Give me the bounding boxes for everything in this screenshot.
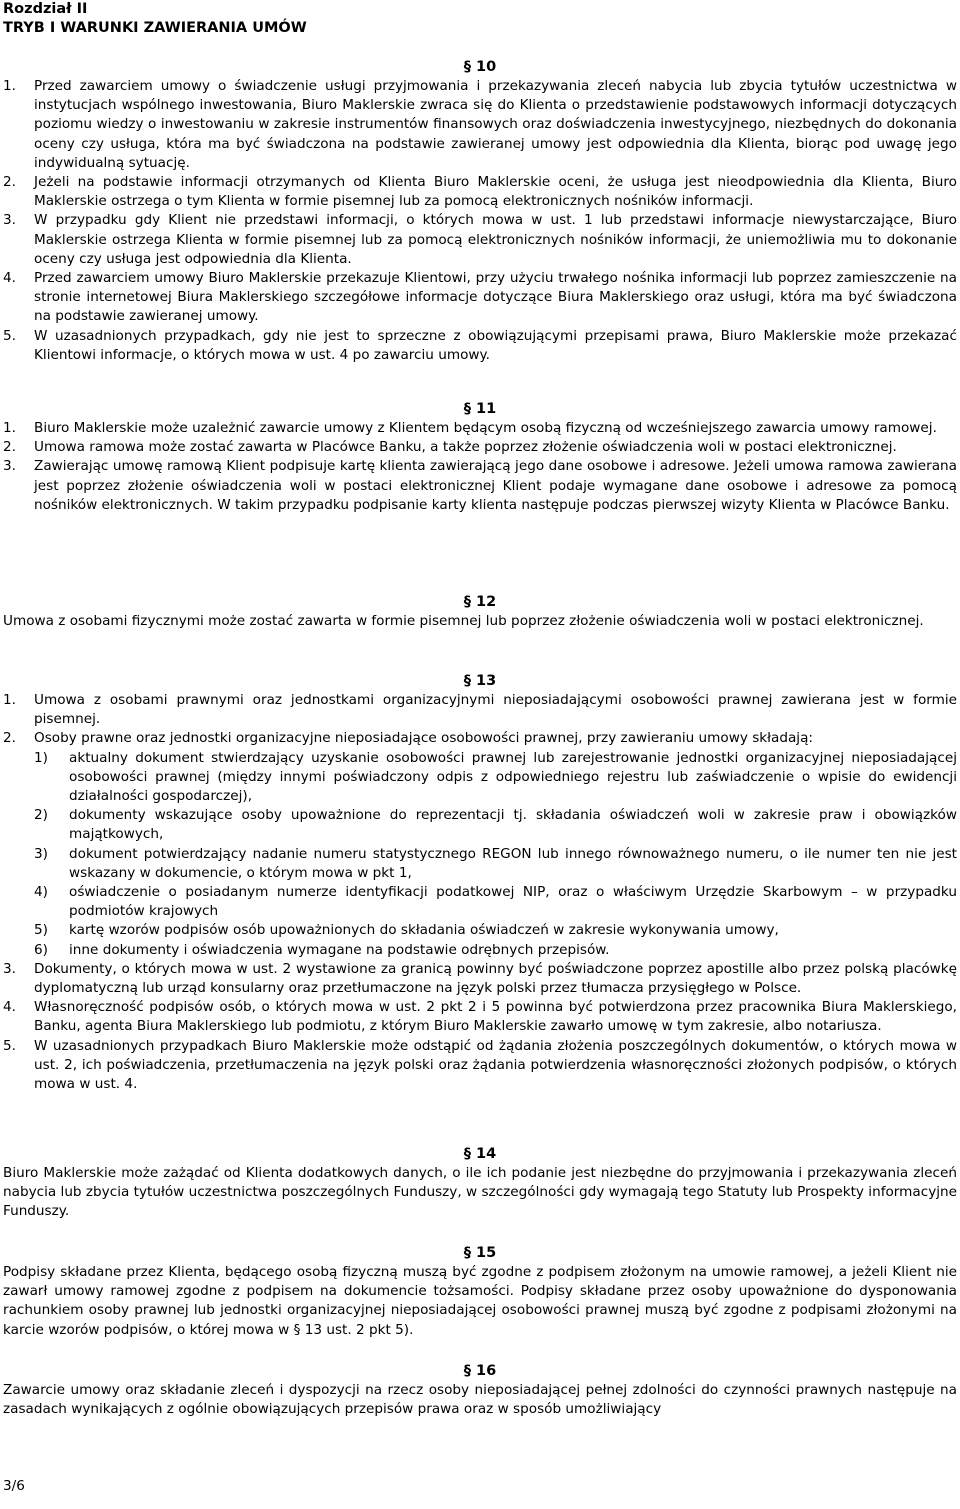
item-text: Własnoręczność podpisów osób, o których mowa w ust. 2 pkt 2 i 5 powinna być potwierdzona przez pracownika Biura Maklerskiego, Banku, agenta Biura Maklerskiego lub podmiotu, z którym Biuro Maklerskie zawarło umowę w tym zakresie, albo notariusza. <box>34 999 957 1035</box>
item-text: Dokumenty, o których mowa w ust. 2 wystawione za granicą powinny być poświadczone poprzez apostille albo przez polską placówkę dyplomatyczną lub urząd konsularny oraz przetłumaczone na język polski przez tłumacza przysięgłego w Polsce. <box>34 960 957 997</box>
section-11-item-1 <box>3 419 957 438</box>
sub-item-4 <box>34 883 957 921</box>
chapter-number: Rozdział II <box>3 1 88 17</box>
sub-item-number: 1) <box>34 749 48 766</box>
section-13-item-2 <box>3 729 957 748</box>
sub-item-text: inne dokumenty i oświadczenia wymagane na podstawie odrębnych przepisów. <box>69 941 610 958</box>
section-10-item-2 <box>3 173 957 211</box>
item-number: 4. <box>3 999 16 1016</box>
item-text: Przed zawarciem umowy o świadczenie usługi przyjmowania i przekazywania zleceń nabycia lub zbycia tytułów uczestnictwa w instytucjach wspólnego inwestowania, Biuro Maklerskie zwraca się do Klienta o przedstawienie podstawowych informacji dotyczących poziomu wiedzy o inwestowaniu w zakresie instrumentów finansowych oraz doświadczenia inwestycyjnego, niezbędnych do dokonania oceny czy usługa, która ma być świadczona na podstawie zawieranej umowy jest odpowiednia dla Klienta, biorąc pod uwagę jego indywidualną sytuację. <box>34 78 957 171</box>
section-11 <box>3 400 957 515</box>
section-16 <box>3 1362 957 1419</box>
sub-item-text: oświadczenie o posiadanym numerze identyfikacji podatkowej NIP, oraz o właściwym Urzędzie Skarbowym – w przypadku podmiotów krajowych <box>69 884 957 920</box>
section-14-title: § 14 <box>463 1146 497 1162</box>
section-13-item-1 <box>3 691 957 729</box>
item-number: 4. <box>3 270 16 287</box>
sub-item-number: 4) <box>34 884 48 901</box>
section-11-item-2 <box>3 438 957 457</box>
item-text: Jeżeli na podstawie informacji otrzymanych od Klienta Biuro Maklerskie oceni, że usługa jest nieodpowiednia dla Klienta, Biuro Maklerskie ostrzega o tym Klienta w formie pisemnej lub za pomocą elektronicznych nośników informacji. <box>34 174 957 210</box>
item-number: 2. <box>3 730 16 747</box>
sub-item-3 <box>34 845 957 883</box>
section-15-text: Podpisy składane przez Klienta, będącego osobą fizyczną muszą być zgodne z podpisem złożonym na umowie ramowej, a jeżeli Klient nie zawarł umowy ramowej zgodne z podpisem na dokumencie tożsamości. Podpisy składane przez osoby upoważnione do dysponowania rachunkiem osoby prawnej lub jednostki organizacyjnej nieposiadającej osobowości prawnej muszą być zgodne z podpisami złożonymi na karcie wzorów podpisów, o której mowa w § 13 ust. 2 pkt 5). <box>3 1264 957 1338</box>
item-text: Umowa z osobami prawnymi oraz jednostkami organizacyjnymi nieposiadającymi osobowości prawnej zawierana jest w formie pisemnej. <box>34 692 957 728</box>
item-text: Biuro Maklerskie może uzależnić zawarcie umowy z Klientem będącym osobą fizyczną od wcześniejszego zawarcia umowy ramowej. <box>34 420 937 436</box>
sub-item-number: 6) <box>34 941 48 958</box>
section-14 <box>3 1145 957 1222</box>
item-text: Osoby prawne oraz jednostki organizacyjne nieposiadające osobowości prawnej, przy zawieraniu umowy składają: <box>34 730 813 747</box>
sub-item-number: 3) <box>34 845 48 862</box>
item-number: 5. <box>3 327 16 344</box>
section-15 <box>3 1244 957 1340</box>
section-13-item-4 <box>3 998 957 1036</box>
section-15-title: § 15 <box>463 1245 497 1261</box>
item-number: 1. <box>3 420 16 436</box>
item-text: W przypadku gdy Klient nie przedstawi informacji, o których mowa w ust. 1 lub przedstawi informacje niewystarczające, Biuro Maklerskie ostrzega Klienta w formie pisemnej lub za pomocą elektronicznych nośników informacji, że uniemożliwia mu to dokonanie oceny czy usługa jest odpowiednia dla Klienta. <box>34 212 957 267</box>
section-13-sublist <box>34 749 957 960</box>
item-number: 3. <box>3 960 16 977</box>
sub-item-text: dokumenty wskazujące osoby upoważnione do reprezentacji tj. składania oświadczeń woli w zakresie praw i obowiązków majątkowych, <box>69 807 957 843</box>
sub-item-number: 2) <box>34 807 48 824</box>
section-11-title: § 11 <box>463 401 497 417</box>
section-13-title: § 13 <box>463 673 497 689</box>
item-number: 2. <box>3 439 16 456</box>
item-number: 5. <box>3 1037 16 1054</box>
section-10-item-4 <box>3 269 957 327</box>
section-13-item-3 <box>3 960 957 998</box>
chapter-title: TRYB I WARUNKI ZAWIERANIA UMÓW <box>3 20 307 36</box>
section-10-item-3 <box>3 211 957 269</box>
sub-item-text: dokument potwierdzający nadanie numeru statystycznego REGON lub innego równoważnego numeru, o ile numer ten nie jest wskazany w dokumencie, o którym mowa w pkt 1, <box>69 845 957 881</box>
section-11-item-3 <box>3 457 957 515</box>
section-12 <box>3 593 957 631</box>
sub-item-number: 5) <box>34 922 48 939</box>
section-12-title: § 12 <box>463 594 497 610</box>
section-10-title: § 10 <box>463 59 497 75</box>
section-14-text: Biuro Maklerskie może zażądać od Klienta dodatkowych danych, o ile ich podanie jest niezbędne do przyjmowania i przekazywania zleceń nabycia lub zbycia tytułów uczestnictwa poszczególnych Funduszy, w szczególności gdy wymagają tego Statuty lub Prospekty informacyjne Funduszy. <box>3 1165 957 1220</box>
page-number: 3/6 <box>3 1478 25 1494</box>
sub-item-6 <box>34 941 957 960</box>
item-text: W uzasadnionych przypadkach Biuro Maklerskie może odstąpić od żądania złożenia poszczególnych dokumentów, o których mowa w ust. 2, ich poświadczenia, przetłumaczenia na język polski oraz żądania potwierdzenia własnoręczności złożonych podpisów, o których mowa w ust. 4. <box>34 1037 957 1093</box>
item-number: 1. <box>3 78 16 94</box>
section-10-item-1 <box>3 77 957 173</box>
section-13 <box>3 672 957 1094</box>
item-number: 2. <box>3 174 16 191</box>
item-text: W uzasadnionych przypadkach, gdy nie jest to sprzeczne z obowiązującymi przepisami prawa, Biuro Maklerskie może przekazać Klientowi informacje, o których mowa w ust. 4 po zawarciu umowy. <box>34 327 957 363</box>
item-text: Przed zawarciem umowy Biuro Maklerskie przekazuje Klientowi, przy użyciu trwałego nośnika informacji lub poprzez zamieszczenie na stronie internetowej Biura Maklerskiego szczegółowe informacje dotyczące Biura Maklerskiego oraz usługi, która ma być świadczona na podstawie zawieranej umowy. <box>34 270 957 325</box>
section-10 <box>3 58 957 365</box>
section-13-item-5 <box>3 1037 957 1095</box>
section-16-text: Zawarcie umowy oraz składanie zleceń i dyspozycji na rzecz osoby nieposiadającej pełnej zdolności do czynności prawnych następuje na zasadach wynikających z ogólnie obowiązujących przepisów prawa oraz w sposób umożliwiający <box>3 1382 957 1418</box>
section-10-item-5 <box>3 327 957 365</box>
sub-item-2 <box>34 806 957 844</box>
sub-item-1 <box>34 749 957 807</box>
item-number: 3. <box>3 458 16 475</box>
item-number: 3. <box>3 212 16 229</box>
section-12-text: Umowa z osobami fizycznymi może zostać zawarta w formie pisemnej lub poprzez złożenie oświadczenia woli w postaci elektronicznej. <box>3 613 924 629</box>
section-16-title: § 16 <box>463 1363 497 1379</box>
sub-item-text: aktualny dokument stwierdzający uzyskanie osobowości prawnej lub zarejestrowanie jednostki organizacyjnej nieposiadającej osobowości prawnej (między innymi poświadczony odpis z odpowiedniego rejestru lub zaświadczenie o wpisie do ewidencji działalności gospodarczej), <box>69 749 957 805</box>
chapter-header <box>3 0 957 38</box>
item-number: 1. <box>3 692 16 708</box>
sub-item-text: kartę wzorów podpisów osób upoważnionych do składania oświadczeń w zakresie wykonywania umowy, <box>69 922 779 939</box>
item-text: Umowa ramowa może zostać zawarta w Placówce Banku, a także poprzez złożenie oświadczenia woli w postaci elektronicznej. <box>34 439 897 456</box>
sub-item-5 <box>34 921 957 940</box>
item-text: Zawierając umowę ramową Klient podpisuje kartę klienta zawierającą jego dane osobowe i adresowe. Jeżeli umowa ramowa zawierana jest poprzez złożenie oświadczenia woli w postaci elektronicznej Klient podaje wymagane dane osobowe i adresowe za pomocą nośników elektronicznych. W takim przypadku podpisanie karty klienta następuje podczas pierwszej wizyty Klienta w Placówce Banku. <box>34 458 957 513</box>
